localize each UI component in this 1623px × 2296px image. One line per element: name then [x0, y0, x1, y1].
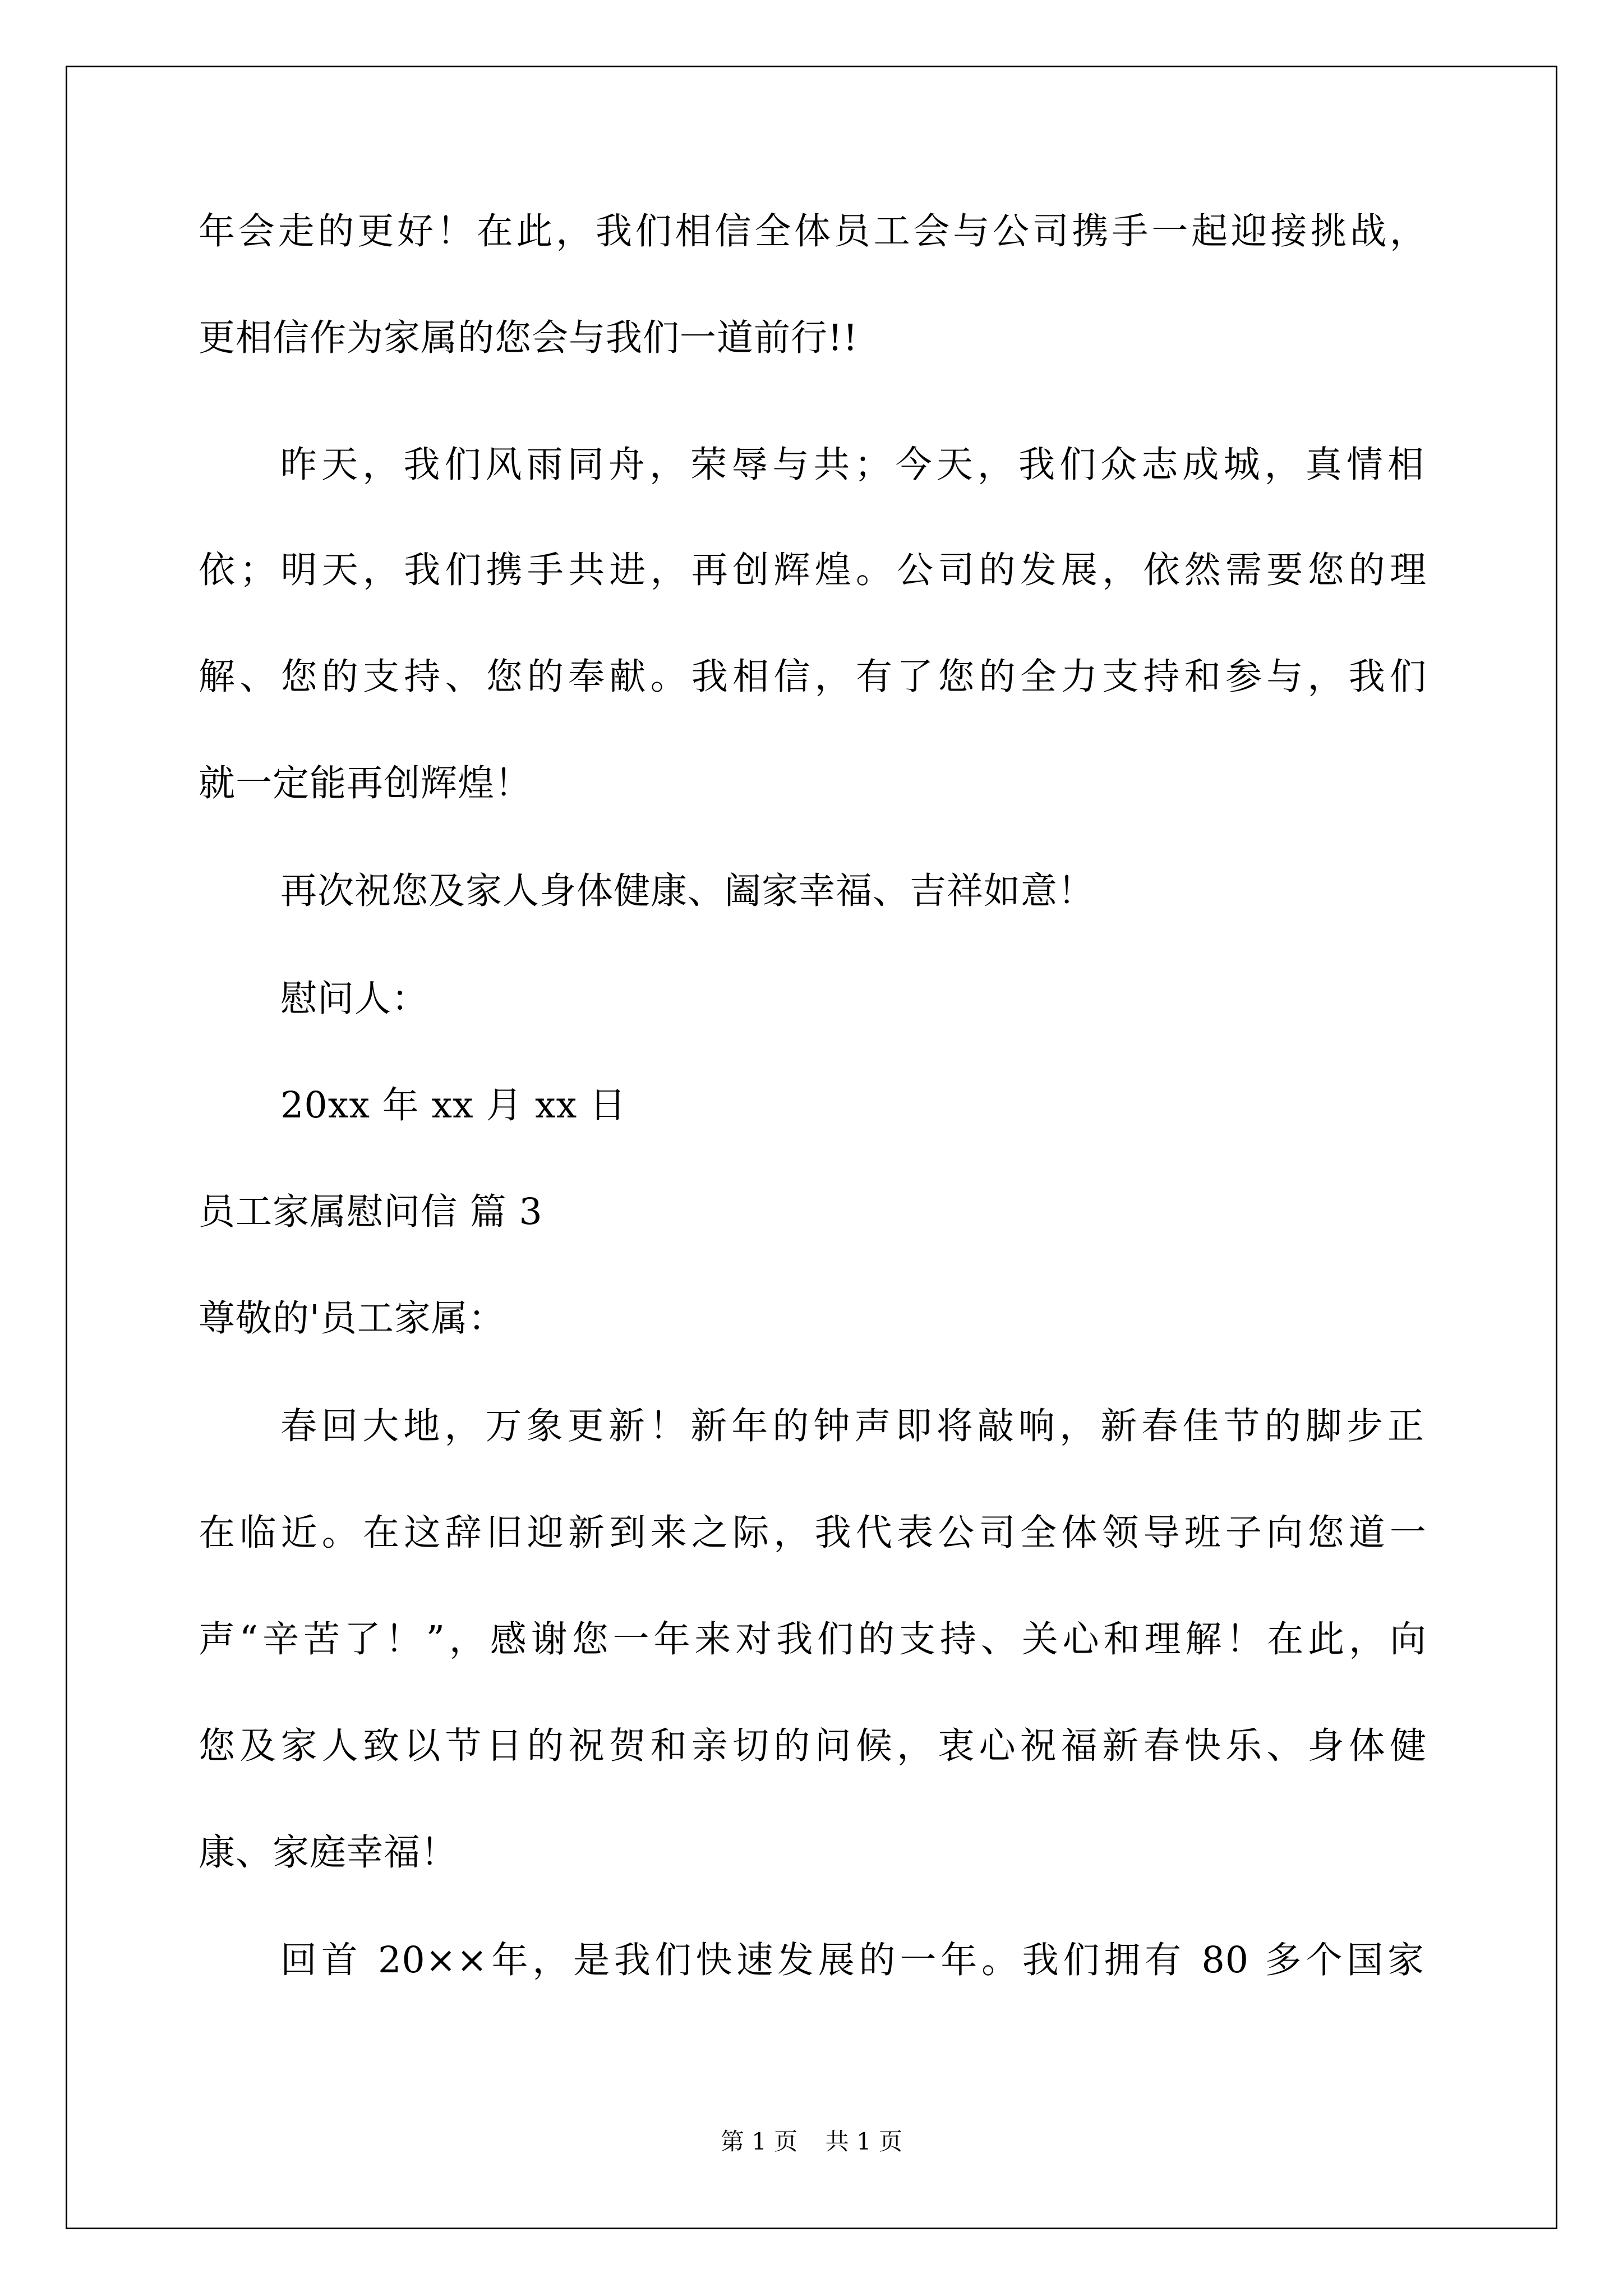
paragraph-line: 依；明天，我们携手共进，再创辉煌。公司的发展，依然需要您的理	[199, 549, 1427, 591]
paragraph-line: 就一定能再创辉煌！	[199, 762, 532, 804]
paragraph-line: 声“辛苦了！”，感谢您一年来对我们的支持、关心和理解！在此，向	[199, 1618, 1427, 1660]
paragraph-line: 在临近。在这辞旧迎新到来之际，我代表公司全体领导班子向您道一	[199, 1512, 1427, 1554]
paragraph-line: 您及家人致以节日的祝贺和亲切的问候，衷心祝福新春快乐、身体健	[199, 1725, 1427, 1767]
paragraph-line: 解、您的支持、您的奉献。我相信，有了您的全力支持和参与，我们	[199, 656, 1427, 698]
signature-label: 慰问人：	[280, 978, 429, 1020]
paragraph-line: 回首 20××年，是我们快速发展的一年。我们拥有 80 多个国家	[280, 1939, 1424, 1981]
salutation: 尊敬的'员工家属：	[199, 1297, 505, 1340]
page-total: 共 1 页	[825, 2128, 903, 2155]
paragraph-line: 康、家庭幸福！	[199, 1832, 458, 1874]
date-line: 20xx 年 xx 月 xx 日	[280, 1084, 626, 1126]
page-footer	[0, 2125, 1623, 2159]
page-number: 第 1 页	[720, 2128, 798, 2155]
paragraph-line: 春回大地，万象更新！新年的钟声即将敲响，新春佳节的脚步正	[280, 1405, 1424, 1447]
paragraph-line: 昨天，我们风雨同舟，荣辱与共；今天，我们众志成城，真情相	[280, 444, 1424, 486]
page-border	[66, 66, 1557, 2229]
paragraph-line: 更相信作为家属的您会与我们一道前行!!	[199, 317, 859, 359]
paragraph-line: 年会走的更好！在此，我们相信全体员工会与公司携手一起迎接挑战，	[199, 210, 1427, 252]
paragraph-line: 再次祝您及家人身体健康、阖家幸福、吉祥如意！	[280, 870, 1095, 912]
section-heading: 员工家属慰问信 篇 3	[199, 1191, 543, 1233]
